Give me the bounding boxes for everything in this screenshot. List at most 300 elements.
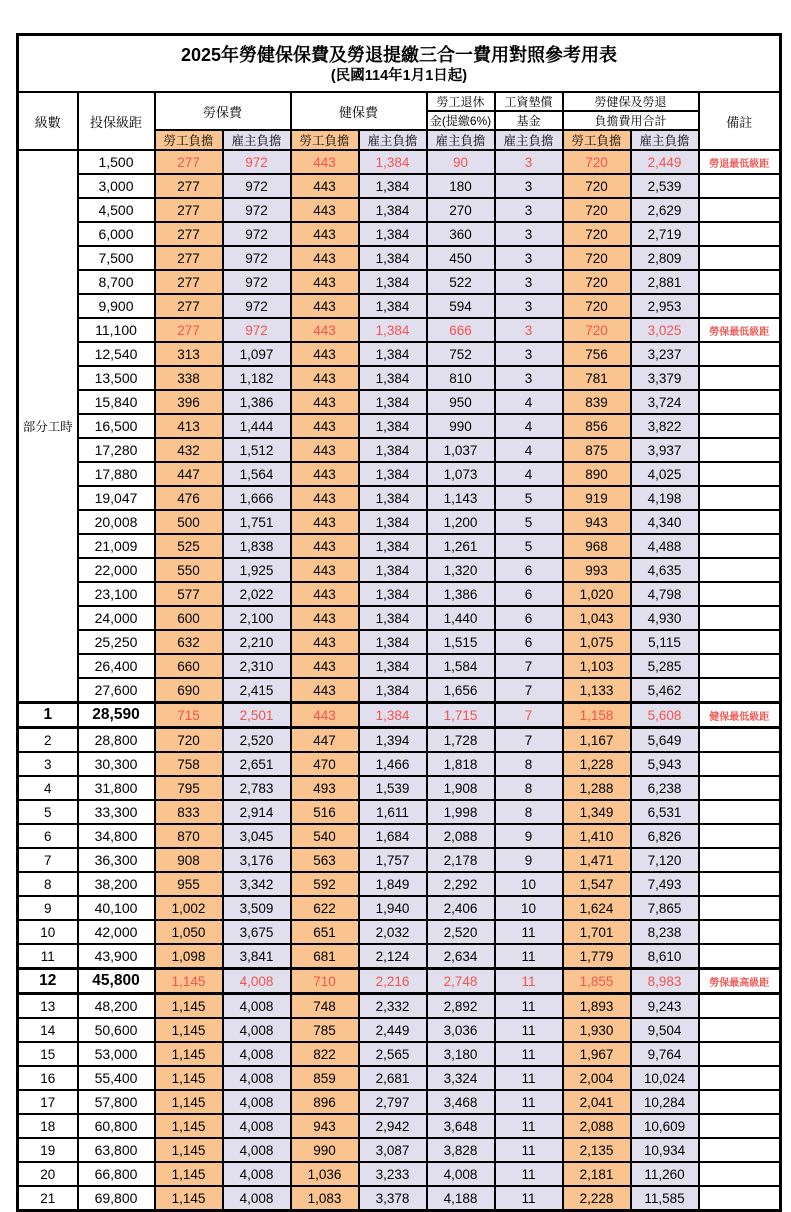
level-cell: 14 — [18, 1018, 78, 1042]
value-cell: 972 — [223, 270, 291, 294]
value-cell: 6 — [495, 630, 563, 654]
value-cell: 443 — [291, 222, 359, 246]
value-cell: 5 — [495, 510, 563, 534]
bracket-cell: 9,900 — [78, 294, 155, 318]
value-cell: 1,143 — [427, 486, 495, 510]
value-cell: 2,088 — [427, 824, 495, 848]
value-cell: 11 — [495, 1162, 563, 1186]
remark-cell — [699, 994, 781, 1019]
value-cell: 9 — [495, 848, 563, 872]
value-cell: 443 — [291, 582, 359, 606]
value-cell: 3,025 — [631, 318, 699, 342]
value-cell: 10 — [495, 896, 563, 920]
value-cell: 1,145 — [155, 994, 223, 1019]
bracket-cell: 25,250 — [78, 630, 155, 654]
value-cell: 1,020 — [563, 582, 631, 606]
value-cell: 1,145 — [155, 1018, 223, 1042]
value-cell: 7 — [495, 728, 563, 753]
value-cell: 972 — [223, 150, 291, 174]
subheader-total-employee: 勞工負擔 — [563, 130, 631, 150]
value-cell: 1,757 — [359, 848, 427, 872]
value-cell: 2,748 — [427, 969, 495, 994]
table-row — [18, 606, 781, 630]
value-cell: 470 — [291, 752, 359, 776]
value-cell: 8,983 — [631, 969, 699, 994]
value-cell: 5,462 — [631, 678, 699, 703]
value-cell: 8 — [495, 776, 563, 800]
value-cell: 8,610 — [631, 944, 699, 969]
level-cell: 15 — [18, 1042, 78, 1066]
value-cell: 5 — [495, 534, 563, 558]
value-cell: 1,386 — [223, 390, 291, 414]
reference-table-sheet — [16, 33, 782, 1212]
bracket-cell: 38,200 — [78, 872, 155, 896]
value-cell: 3 — [495, 294, 563, 318]
table-row — [18, 1114, 781, 1138]
value-cell: 3,841 — [223, 944, 291, 969]
value-cell: 972 — [223, 318, 291, 342]
value-cell: 2,178 — [427, 848, 495, 872]
value-cell: 443 — [291, 174, 359, 198]
remark-cell — [699, 414, 781, 438]
value-cell: 443 — [291, 558, 359, 582]
value-cell: 1,940 — [359, 896, 427, 920]
table-row — [18, 969, 781, 994]
value-cell: 5,285 — [631, 654, 699, 678]
value-cell: 968 — [563, 534, 631, 558]
table-body — [18, 150, 781, 1211]
value-cell: 3,675 — [223, 920, 291, 944]
bracket-cell: 66,800 — [78, 1162, 155, 1186]
value-cell: 4 — [495, 414, 563, 438]
value-cell: 1,539 — [359, 776, 427, 800]
value-cell: 6 — [495, 582, 563, 606]
remark-cell — [699, 728, 781, 753]
value-cell: 11 — [495, 1090, 563, 1114]
table-row — [18, 1042, 781, 1066]
level-cell: 11 — [18, 944, 78, 969]
value-cell: 3,468 — [427, 1090, 495, 1114]
value-cell: 859 — [291, 1066, 359, 1090]
value-cell: 810 — [427, 366, 495, 390]
value-cell: 1,145 — [155, 1042, 223, 1066]
value-cell: 1,098 — [155, 944, 223, 969]
value-cell: 1,394 — [359, 728, 427, 753]
remark-cell — [699, 1066, 781, 1090]
value-cell: 1,261 — [427, 534, 495, 558]
remark-cell — [699, 920, 781, 944]
table-row — [18, 994, 781, 1019]
value-cell: 748 — [291, 994, 359, 1019]
level-cell: 9 — [18, 896, 78, 920]
subheader-health-employee: 勞工負擔 — [291, 130, 359, 150]
remark-cell — [699, 606, 781, 630]
value-cell: 396 — [155, 390, 223, 414]
value-cell: 2,892 — [427, 994, 495, 1019]
value-cell: 1,097 — [223, 342, 291, 366]
value-cell: 1,855 — [563, 969, 631, 994]
col-header-remarks: 備註 — [699, 92, 781, 150]
value-cell: 2,783 — [223, 776, 291, 800]
value-cell: 720 — [563, 222, 631, 246]
value-cell: 1,515 — [427, 630, 495, 654]
bracket-cell: 53,000 — [78, 1042, 155, 1066]
level-cell: 16 — [18, 1066, 78, 1090]
value-cell: 4,008 — [223, 1162, 291, 1186]
value-cell: 4,798 — [631, 582, 699, 606]
level-cell: 3 — [18, 752, 78, 776]
value-cell: 720 — [563, 198, 631, 222]
value-cell: 10,024 — [631, 1066, 699, 1090]
value-cell: 443 — [291, 534, 359, 558]
value-cell: 3,648 — [427, 1114, 495, 1138]
subheader-wage-fund-employer: 雇主負擔 — [495, 130, 563, 150]
value-cell: 6,531 — [631, 800, 699, 824]
value-cell: 720 — [563, 150, 631, 174]
value-cell: 9,764 — [631, 1042, 699, 1066]
subheader-pension-employer: 雇主負擔 — [427, 130, 495, 150]
value-cell: 1,320 — [427, 558, 495, 582]
col-header-health-insurance: 健保費 — [291, 92, 427, 130]
remark-cell: 勞退最低級距 — [699, 150, 781, 174]
value-cell: 11,585 — [631, 1186, 699, 1211]
value-cell: 1,925 — [223, 558, 291, 582]
value-cell: 990 — [427, 414, 495, 438]
value-cell: 622 — [291, 896, 359, 920]
value-cell: 1,930 — [563, 1018, 631, 1042]
value-cell: 277 — [155, 198, 223, 222]
table-row — [18, 824, 781, 848]
value-cell: 1,384 — [359, 198, 427, 222]
table-row — [18, 1018, 781, 1042]
value-cell: 11 — [495, 1018, 563, 1042]
value-cell: 950 — [427, 390, 495, 414]
bracket-cell: 20,008 — [78, 510, 155, 534]
table-row — [18, 582, 781, 606]
value-cell: 4,198 — [631, 486, 699, 510]
value-cell: 3,937 — [631, 438, 699, 462]
value-cell: 4,008 — [223, 1114, 291, 1138]
value-cell: 1,444 — [223, 414, 291, 438]
value-cell: 1,182 — [223, 366, 291, 390]
table-row — [18, 776, 781, 800]
value-cell: 1,666 — [223, 486, 291, 510]
table-row — [18, 222, 781, 246]
value-cell: 833 — [155, 800, 223, 824]
col-header-wage-fund-line2: 基金 — [495, 111, 563, 130]
value-cell: 2,100 — [223, 606, 291, 630]
table-row — [18, 294, 781, 318]
value-cell: 443 — [291, 390, 359, 414]
value-cell: 577 — [155, 582, 223, 606]
bracket-cell: 28,800 — [78, 728, 155, 753]
col-header-labor-insurance: 勞保費 — [155, 92, 291, 130]
bracket-cell: 30,300 — [78, 752, 155, 776]
value-cell: 493 — [291, 776, 359, 800]
value-cell: 592 — [291, 872, 359, 896]
bracket-cell: 6,000 — [78, 222, 155, 246]
value-cell: 443 — [291, 342, 359, 366]
value-cell: 8 — [495, 800, 563, 824]
remark-cell — [699, 872, 781, 896]
remark-cell — [699, 486, 781, 510]
level-cell: 20 — [18, 1162, 78, 1186]
value-cell: 3,324 — [427, 1066, 495, 1090]
value-cell: 2,629 — [631, 198, 699, 222]
value-cell: 4,930 — [631, 606, 699, 630]
value-cell: 1,228 — [563, 752, 631, 776]
value-cell: 2,565 — [359, 1042, 427, 1066]
value-cell: 443 — [291, 510, 359, 534]
bracket-cell: 19,047 — [78, 486, 155, 510]
value-cell: 3,176 — [223, 848, 291, 872]
value-cell: 720 — [563, 246, 631, 270]
value-cell: 4,008 — [427, 1162, 495, 1186]
value-cell: 313 — [155, 342, 223, 366]
table-row — [18, 1066, 781, 1090]
value-cell: 1,967 — [563, 1042, 631, 1066]
value-cell: 270 — [427, 198, 495, 222]
value-cell: 432 — [155, 438, 223, 462]
value-cell: 443 — [291, 438, 359, 462]
value-cell: 1,908 — [427, 776, 495, 800]
value-cell: 870 — [155, 824, 223, 848]
bracket-cell: 23,100 — [78, 582, 155, 606]
col-header-total-line1: 勞健保及勞退 — [563, 92, 699, 111]
value-cell: 1,384 — [359, 654, 427, 678]
table-row — [18, 438, 781, 462]
value-cell: 443 — [291, 654, 359, 678]
table-row — [18, 270, 781, 294]
value-cell: 720 — [563, 174, 631, 198]
value-cell: 3 — [495, 366, 563, 390]
value-cell: 2,406 — [427, 896, 495, 920]
value-cell: 4,008 — [223, 1018, 291, 1042]
table-row — [18, 1090, 781, 1114]
value-cell: 277 — [155, 318, 223, 342]
value-cell: 1,384 — [359, 222, 427, 246]
value-cell: 338 — [155, 366, 223, 390]
value-cell: 2,520 — [223, 728, 291, 753]
remark-cell: 健保最低級距 — [699, 703, 781, 728]
value-cell: 1,384 — [359, 270, 427, 294]
value-cell: 1,384 — [359, 150, 427, 174]
bracket-cell: 17,280 — [78, 438, 155, 462]
bracket-cell: 31,800 — [78, 776, 155, 800]
level-cell: 4 — [18, 776, 78, 800]
value-cell: 11 — [495, 1114, 563, 1138]
value-cell: 7,865 — [631, 896, 699, 920]
value-cell: 277 — [155, 222, 223, 246]
value-cell: 443 — [291, 198, 359, 222]
remark-cell: 勞保最低級距 — [699, 318, 781, 342]
value-cell: 2,634 — [427, 944, 495, 969]
remark-cell — [699, 1162, 781, 1186]
level-cell: 2 — [18, 728, 78, 753]
value-cell: 2,415 — [223, 678, 291, 703]
value-cell: 594 — [427, 294, 495, 318]
bracket-cell: 40,100 — [78, 896, 155, 920]
remark-cell — [699, 1018, 781, 1042]
value-cell: 4,008 — [223, 1090, 291, 1114]
value-cell: 1,384 — [359, 606, 427, 630]
value-cell: 1,751 — [223, 510, 291, 534]
value-cell: 2,032 — [359, 920, 427, 944]
value-cell: 3,233 — [359, 1162, 427, 1186]
value-cell: 1,349 — [563, 800, 631, 824]
value-cell: 4,488 — [631, 534, 699, 558]
remark-cell: 勞保最高級距 — [699, 969, 781, 994]
value-cell: 413 — [155, 414, 223, 438]
value-cell: 11 — [495, 969, 563, 994]
value-cell: 6,238 — [631, 776, 699, 800]
value-cell: 1,384 — [359, 174, 427, 198]
table-row — [18, 486, 781, 510]
value-cell: 2,210 — [223, 630, 291, 654]
value-cell: 681 — [291, 944, 359, 969]
value-cell: 3,724 — [631, 390, 699, 414]
value-cell: 1,384 — [359, 558, 427, 582]
level-cell: 17 — [18, 1090, 78, 1114]
value-cell: 11 — [495, 1186, 563, 1211]
bracket-cell: 60,800 — [78, 1114, 155, 1138]
value-cell: 1,384 — [359, 342, 427, 366]
value-cell: 758 — [155, 752, 223, 776]
bracket-cell: 63,800 — [78, 1138, 155, 1162]
value-cell: 525 — [155, 534, 223, 558]
table-row — [18, 510, 781, 534]
value-cell: 1,838 — [223, 534, 291, 558]
value-cell: 1,384 — [359, 630, 427, 654]
value-cell: 5,943 — [631, 752, 699, 776]
remark-cell — [699, 390, 781, 414]
remark-cell — [699, 1042, 781, 1066]
remark-cell — [699, 462, 781, 486]
value-cell: 690 — [155, 678, 223, 703]
col-header-pension-line1: 勞工退休 — [427, 92, 495, 111]
header-row-1 — [18, 92, 781, 111]
table-row — [18, 654, 781, 678]
value-cell: 1,384 — [359, 510, 427, 534]
value-cell: 3 — [495, 342, 563, 366]
value-cell: 890 — [563, 462, 631, 486]
value-cell: 180 — [427, 174, 495, 198]
remark-cell — [699, 752, 781, 776]
value-cell: 1,145 — [155, 1114, 223, 1138]
value-cell: 90 — [427, 150, 495, 174]
bracket-cell: 55,400 — [78, 1066, 155, 1090]
col-header-pension-line2: 金(提繳6%) — [427, 111, 495, 130]
remark-cell — [699, 510, 781, 534]
value-cell: 3 — [495, 318, 563, 342]
value-cell: 1,145 — [155, 1066, 223, 1090]
value-cell: 632 — [155, 630, 223, 654]
bracket-cell: 24,000 — [78, 606, 155, 630]
value-cell: 11 — [495, 994, 563, 1019]
level-cell: 18 — [18, 1114, 78, 1138]
table-row — [18, 534, 781, 558]
value-cell: 2,124 — [359, 944, 427, 969]
bracket-cell: 13,500 — [78, 366, 155, 390]
value-cell: 443 — [291, 630, 359, 654]
bracket-cell: 12,540 — [78, 342, 155, 366]
value-cell: 10,609 — [631, 1114, 699, 1138]
table-row — [18, 174, 781, 198]
value-cell: 9,504 — [631, 1018, 699, 1042]
value-cell: 2,228 — [563, 1186, 631, 1211]
level-cell: 19 — [18, 1138, 78, 1162]
table-row — [18, 703, 781, 728]
value-cell: 447 — [291, 728, 359, 753]
value-cell: 3,378 — [359, 1186, 427, 1211]
value-cell: 2,953 — [631, 294, 699, 318]
value-cell: 1,512 — [223, 438, 291, 462]
value-cell: 972 — [223, 246, 291, 270]
value-cell: 9,243 — [631, 994, 699, 1019]
bracket-cell: 8,700 — [78, 270, 155, 294]
value-cell: 11 — [495, 944, 563, 969]
remark-cell — [699, 366, 781, 390]
remark-cell — [699, 558, 781, 582]
value-cell: 8 — [495, 752, 563, 776]
title-row — [18, 35, 781, 93]
table-row — [18, 414, 781, 438]
value-cell: 1,036 — [291, 1162, 359, 1186]
subheader-labor-employer: 雇主負擔 — [223, 130, 291, 150]
value-cell: 1,075 — [563, 630, 631, 654]
value-cell: 4,008 — [223, 994, 291, 1019]
value-cell: 1,384 — [359, 582, 427, 606]
value-cell: 720 — [563, 270, 631, 294]
value-cell: 277 — [155, 174, 223, 198]
table-row — [18, 390, 781, 414]
level-cell: 12 — [18, 969, 78, 994]
table-row — [18, 872, 781, 896]
level-cell: 6 — [18, 824, 78, 848]
table-row — [18, 848, 781, 872]
value-cell: 1,611 — [359, 800, 427, 824]
table-row — [18, 896, 781, 920]
bracket-cell: 28,590 — [78, 703, 155, 728]
remark-cell — [699, 582, 781, 606]
value-cell: 443 — [291, 270, 359, 294]
value-cell: 1,037 — [427, 438, 495, 462]
remark-cell — [699, 1090, 781, 1114]
value-cell: 2,914 — [223, 800, 291, 824]
value-cell: 1,288 — [563, 776, 631, 800]
value-cell: 660 — [155, 654, 223, 678]
value-cell: 1,410 — [563, 824, 631, 848]
level-cell: 13 — [18, 994, 78, 1019]
subheader-labor-employee: 勞工負擔 — [155, 130, 223, 150]
page-title: 2025年勞健保保費及勞退提繳三合一費用對照參考用表 — [180, 45, 618, 66]
value-cell: 11,260 — [631, 1162, 699, 1186]
value-cell: 993 — [563, 558, 631, 582]
value-cell: 1,133 — [563, 678, 631, 703]
value-cell: 1,384 — [359, 390, 427, 414]
bracket-cell: 26,400 — [78, 654, 155, 678]
bracket-cell: 48,200 — [78, 994, 155, 1019]
value-cell: 839 — [563, 390, 631, 414]
value-cell: 896 — [291, 1090, 359, 1114]
level-cell: 5 — [18, 800, 78, 824]
value-cell: 3,237 — [631, 342, 699, 366]
value-cell: 447 — [155, 462, 223, 486]
value-cell: 822 — [291, 1042, 359, 1066]
table-row — [18, 150, 781, 174]
bracket-cell: 34,800 — [78, 824, 155, 848]
bracket-cell: 21,009 — [78, 534, 155, 558]
